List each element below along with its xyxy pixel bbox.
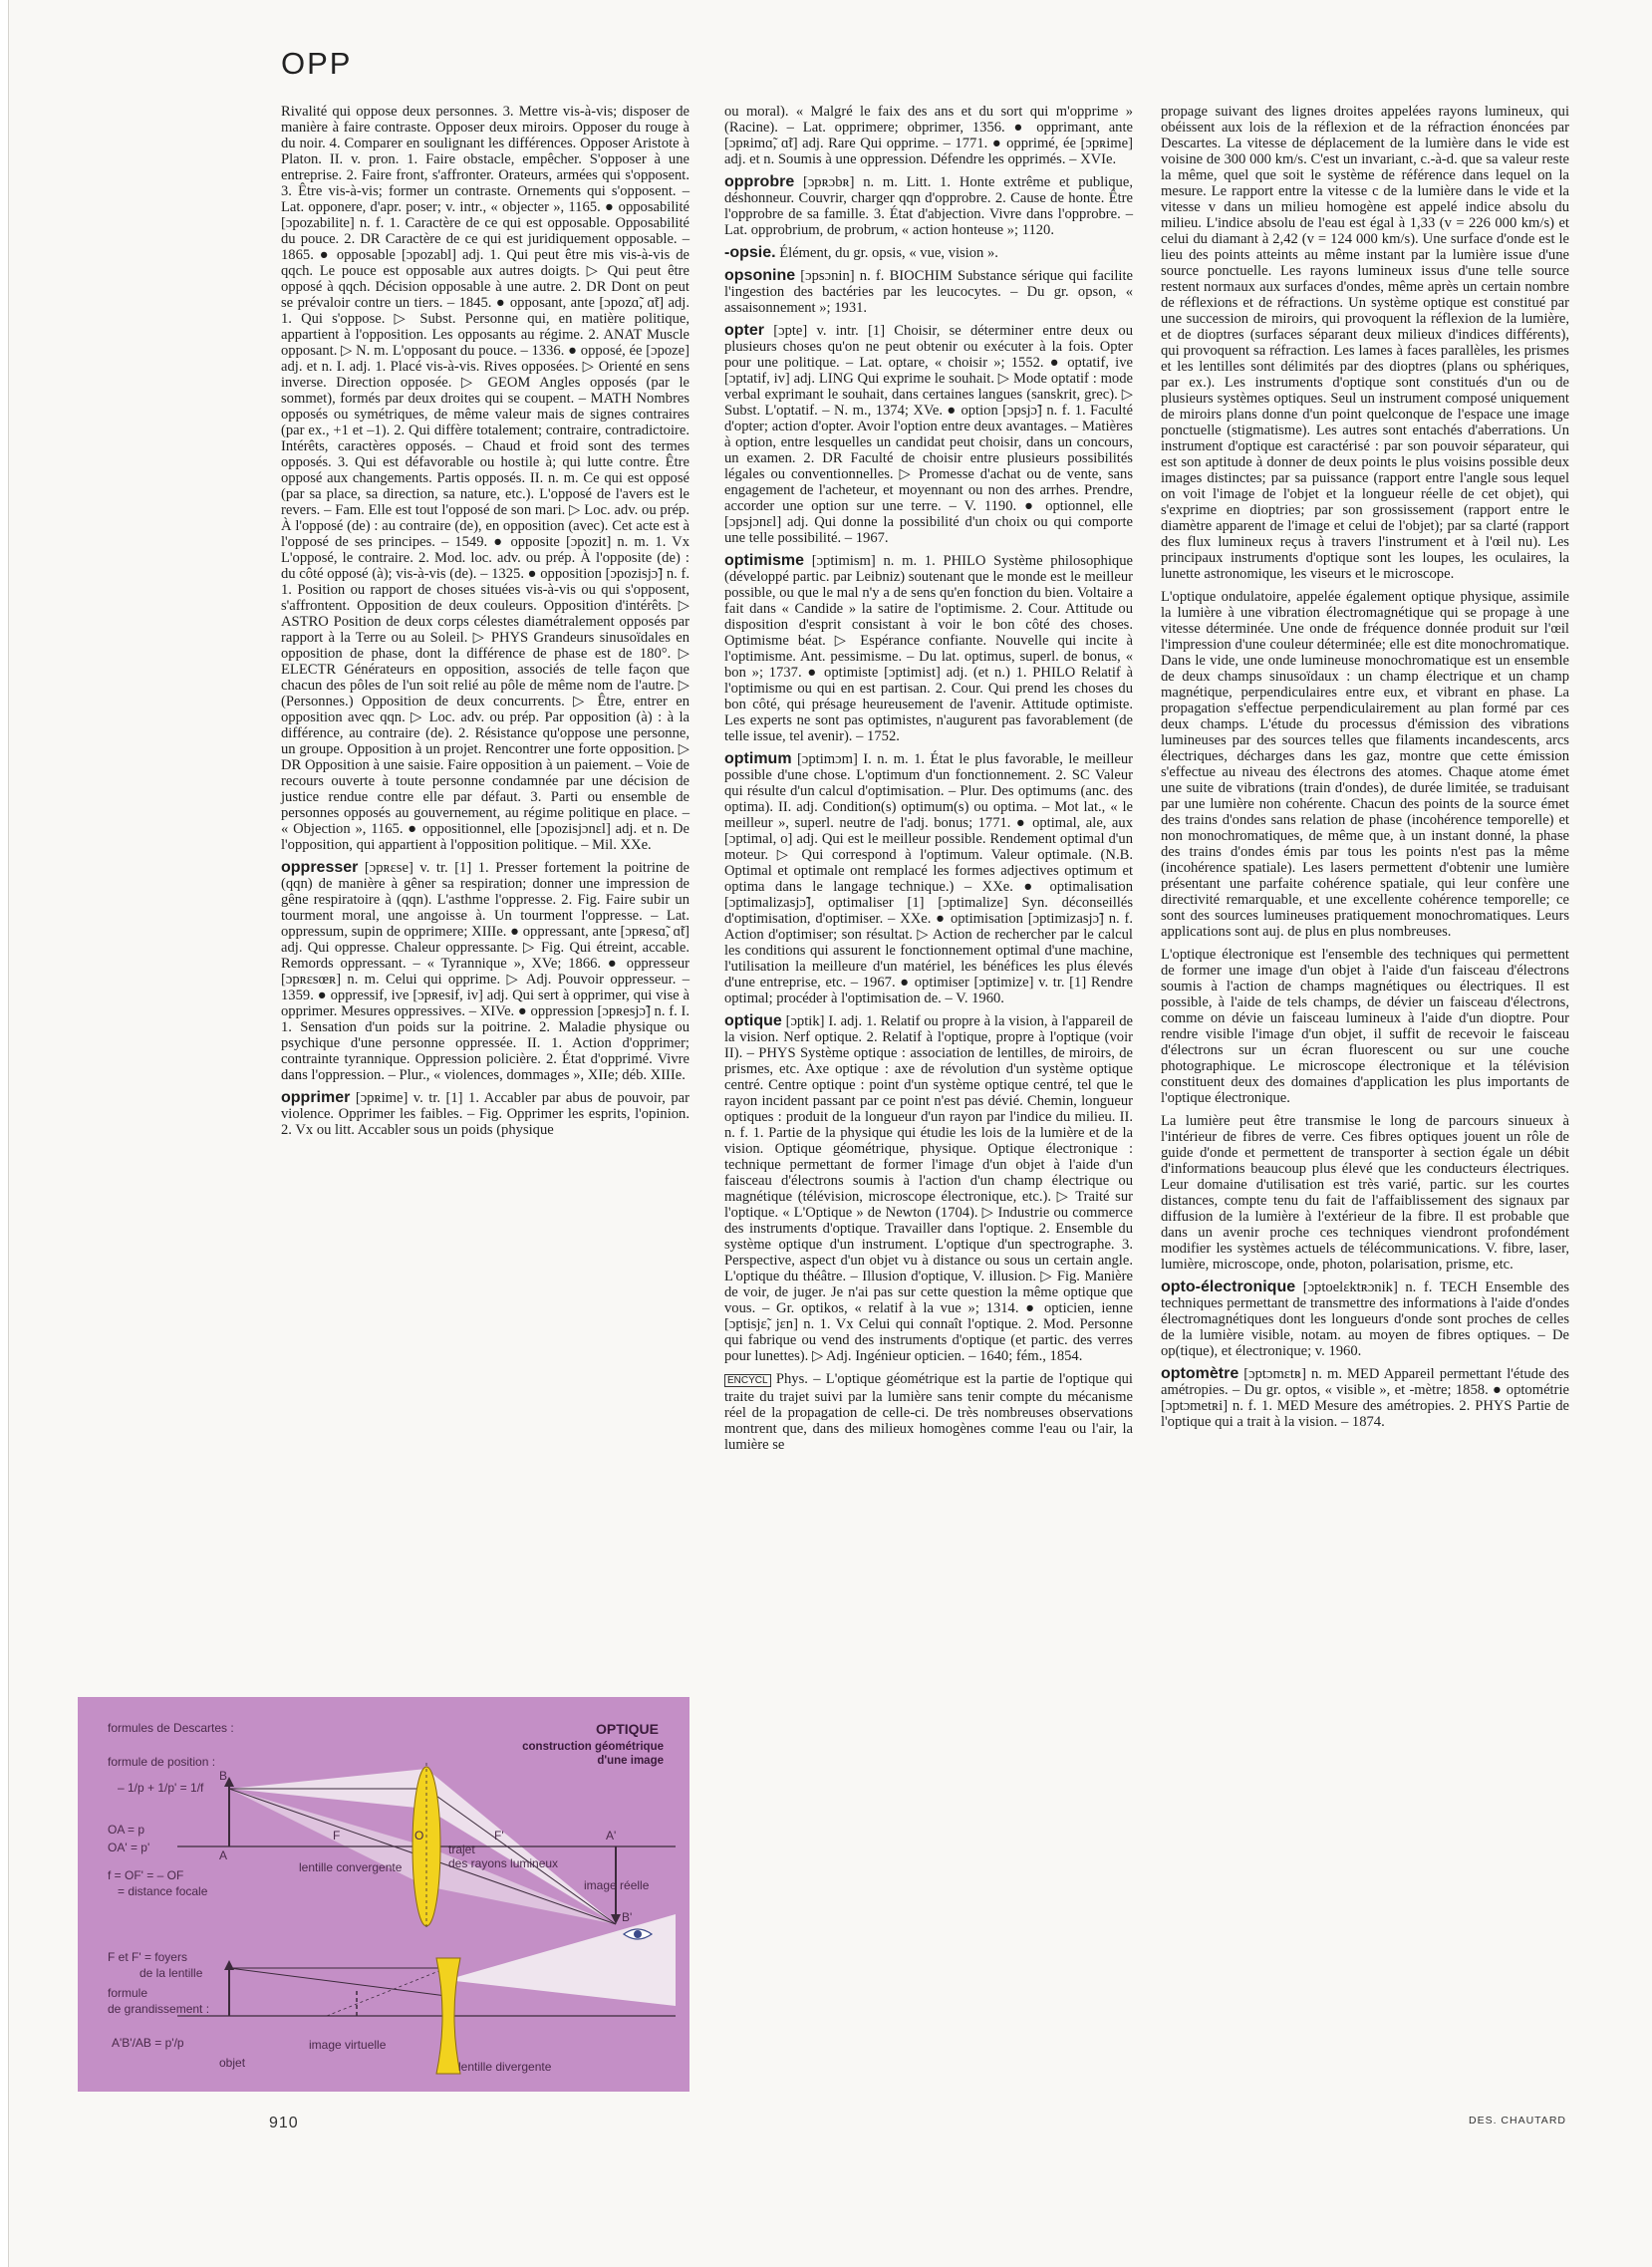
entry-opprimer (281, 1090, 689, 1138)
headword: opto-électronique (1161, 1278, 1296, 1295)
entry-opsie (724, 245, 1133, 261)
entry-body: [ɔptik] I. adj. 1. Relatif ou propre à la vision, à l'appareil de la vision. Nerf optique. 2. Relatif à l'optique, propre à l'optique (voir II). – PHYS Système optique : association de lentilles, de miroirs, de prismes, etc. Axe optique : axe de révolution d'un système optique centré. Centre optique : point d'un système optique centré, tel que le rayon incident passant par ce point n'est pas dévié. Chemin, longueur optiques : produit de la longueur d'un rayon par l'indice du milieu. II. n. f. 1. Partie de la physique qui étudie les lois de la lumière et de la vision. Optique géométrique, physique. Optique électronique : technique permettant de former l'image d'un objet à l'aide d'un faisceau d'électrons soumis à l'action d'un champ électrique ou magnétique (télévision, microscope électronique, etc.). ▷ Traité sur l'optique. « L'Optique » de Newton (1704). ▷ Industrie ou commerce des instruments d'optique. Travailler dans l'optique. 2. Ensemble du système optique d'un instrument. L'optique d'un spectrographe. 3. Perspective, aspect d'un objet vu à distance ou sous un certain angle. L'optique du théâtre. – Illusion d'optique, V. illusion. ▷ Fig. Manière de voir, de juger. Je n'ai pas sur cette question la même optique que vous. – Gr. optikos, « relatif à la vue »; 1314. ● opticien, ienne [ɔptisjɛ̃, jɛn] n. 1. Vx Celui qui connaît l'optique. 2. Mod. Personne qui fabrique ou vend des instruments d'optique (et partic. des verres pour lunettes). ▷ Adj. Ingénieur opticien. – 1640; fém., 1854. (724, 1013, 1133, 1364)
column-2 (724, 104, 1133, 2087)
entry-text: L'optique ondulatoire, appelée également optique physique, assimile la lumière à une vibration électromagnétique qui se propage à une vitesse déterminée. Une onde de fréquence donnée produit sur l'œil l'impression d'une couleur déterminée; elle est dite monochromatique. Dans le vide, une onde lumineuse monochromatique est un ensemble de deux champs sinusoïdaux : un champ électrique et un champ magnétique, perpendiculaires entre eux, et vibrant en phase. La propagation s'effectue perpendiculairement au plan formé par ces deux champs. L'étude du processus d'émission des vibrations lumineuses par des sources telles que filaments incandescents, arcs électriques, décharges dans les gaz, montre que cette émission s'effectue au niveau des électrons des atomes. Chaque atome émet une suite de vibrations (train d'ondes), de durée limitée, se traduisant par une lumière non cohérente. Chacun des points de la source émet des trains d'ondes sans relation de phase (incohérence temporelle) et non monochromatiques, de même que, à un instant donné, la phase des trains d'ondes émis par tous les points n'est pas la même (incohérence spatiale). Les lasers permettent d'obtenir une lumière présentant une parfaite cohérence spatiale, qui leur confère une directivité remarquable, et une excellente cohérence temporelle; ce sont des sources lumineuses pratiquement monochromatiques. Leurs applications sont auj. de plus en plus nombreuses. (1161, 589, 1569, 940)
entry-opter (724, 323, 1133, 546)
position-label: formule de position : (108, 1755, 216, 1769)
ray-path-label: des rayons lumineux (448, 1856, 559, 1870)
light-beam (446, 1914, 676, 2006)
entry-oppresser (281, 860, 689, 1083)
entry-body: [ɔptimism] n. m. 1. PHILO Système philosophique (développé partic. par Leibniz) soutenant que le monde est le meilleur possible, ou que le mal n'y a de sens qu'en fonction du bien. Voltaire a fait dans « Candide » la satire de l'optimisme. 2. Cour. Attitude ou disposition d'esprit consistant à voir le bon côté des choses. Optimisme béat. ▷ Espérance confiante. Nouvelle qui incite à l'optimisme. Ant. pessimisme. – Du lat. optimus, superl. de bonus, « bon »; 1737. ● optimiste [ɔptimist] adj. (et n.) 1. PHILO Relatif à l'optimisme ou qui en est partisan. 2. Cour. Qui prend les choses du bon côté, qui présage heureusement de l'avenir. Attitude optimiste. Les experts ne sont pas optimistes, n'augurent pas favorablement (de telle issue, tel avenir). – 1752. (724, 553, 1133, 744)
point-label: F (333, 1829, 341, 1842)
point-label: A' (606, 1829, 617, 1842)
entry-text: L'optique électronique est l'ensemble des techniques qui permettent de former une image d'un objet à l'aide d'un faisceau d'électrons soumis à l'action de champs magnétiques ou électriques. Il est possible, à l'aide de tels champs, de dévier un faisceau d'électrons, comme on dévie un faisceau lumineux à l'aide d'un dioptre. Pour rendre visible l'image d'un objet, il suffit de recevoir le faisceau d'électrons sur un écran fluorescent ou sur une couche photographique. Le microscope électronique et la télévision constituent deux des domaines d'application les plus importants de l'optique électronique. (1161, 947, 1569, 1106)
entry-encyclopedic (724, 1371, 1133, 1453)
oa-label: OA = p (108, 1823, 145, 1837)
formulas-title: formules de Descartes : (108, 1721, 234, 1735)
page-number: 910 (269, 2115, 299, 2131)
encyclopedic-tag: ENCYCL (724, 1374, 771, 1387)
entry-opto-electronique (1161, 1279, 1569, 1359)
headword: opsonine (724, 267, 796, 284)
entry-optometre (1161, 1366, 1569, 1430)
entry-optique (724, 1013, 1133, 1364)
entry-text: propage suivant des lignes droites appelées rayons lumineux, qui obéissent aux lois de la réflexion et de la réfraction énoncées par Descartes. La vitesse de déplacement de la lumière dans le vide est voisine de 300 000 km/s. C'est un invariant, c.-à-d. que sa valeur reste la même, quel que soit le système de référence dans lequel on la mesure. Le rapport entre la vitesse c de la lumière dans le vide et la vitesse v dans un milieu homogène est appelé indice absolu du milieu. L'indice absolu de l'eau est égal à 1,33 (v = 226 000 km/s) et celui du diamant à 2,42 (v = 124 000 km/s). Une surface d'onde est le lieu des points atteints au même instant par la lumière issue d'une source ponctuelle. Les rayons lumineux issus d'une telle source restent normaux aux surfaces d'ondes, même après un certain nombre de réflexions et de réfractions. Un système optique est constitué par une succession de miroirs, qui provoquent la réflexion de la lumière, et de dioptres (surfaces séparant deux milieux d'indices différents), qui provoquent sa réfraction. Les lames à faces parallèles, les prismes et les lentilles sont délimités par des dioptres (plans ou sphériques, par ex.). Les instruments d'optique sont constitués d'un ou de plusieurs systèmes optiques. Seul un instrument composé uniquement de miroirs plans donne d'un point quelconque de l'espace une image ponctuelle (stigmatisme). Les autres sont entachés d'aberrations. Un instrument d'optique est caractérisé : par son pouvoir séparateur, qui est son aptitude à donner de deux points le plus voisins possible deux images distinctes; par sa puissance (rapport entre l'angle sous lequel on voit l'image de l'objet et la longueur réelle de cet objet), qui s'exprime en dioptries; par son grossissement (rapport entre le diamètre apparent de l'image et celui de l'objet); par sa clarté (rapport des flux lumineux reçus à travers l'instrument et à l'œil nu). Les principaux instruments d'optique sont les loupes, les oculaires, la lunette astronomique, les viseurs et le microscope. (1161, 104, 1569, 582)
point-label: B' (622, 1910, 633, 1924)
focal-label: = distance focale (118, 1884, 208, 1898)
focal-formula: f = OF' = – OF (108, 1868, 184, 1882)
entry-body: [ɔptɔmɛtʀ] n. m. MED Appareil permettant l'étude des amétropies. – Du gr. optos, « visible », et -mètre; 1858. ● optométrie [ɔptɔmetʀi] n. f. 1. MED Mesure des amétropies. 2. PHYS Partie de l'optique qui a trait à la vision. – 1874. (1161, 1366, 1569, 1430)
lens-label: lentille divergente (458, 2060, 552, 2074)
foyers-label: F et F' = foyers (108, 1950, 187, 1964)
entry-body: [ɔpʀɛse] v. tr. [1] 1. Presser fortement la poitrine de (qqn) de manière à gêner sa respiration; donner une impression de gêne respiratoire à (qqn). L'asthme l'oppresse. 2. Fig. Faire subir un tourment moral, une angoisse à. Un tourment l'oppresse. – Lat. oppressum, supin de opprimere; XIIIe. ● oppressant, ante [ɔpʀesɑ̃, ɑ̃t] adj. Qui oppresse. Chaleur oppressante. ▷ Fig. Qui étreint, accable. Remords oppressant. – « Tyrannique », XVe; 1866. ● oppresseur [ɔpʀɛsœʀ] n. m. Celui qui opprime. ▷ Adj. Pouvoir oppresseur. – 1359. ● oppressif, ive [ɔpʀesif, iv] adj. Qui sert à opprimer, qui vise à opprimer. Mesures oppressives. – XIVe. ● oppression [ɔpʀesjɔ̃] n. f. I. 1. Sensation d'un poids sur la poitrine. 2. Maladie physique ou psychique d'une personne oppressée. II. 1. Action d'opprimer; contrainte tyrannique. Oppression policière. 2. État d'opprimé. Vivre dans l'oppression. – Plur., « violences, dommages », XIIe; déb. XIIIe. (281, 860, 689, 1083)
point-label: F' (494, 1829, 504, 1842)
entry-text: ou moral). « Malgré le faix des ans et du sort qui m'opprime » (Racine). – Lat. opprimere; obprimer, 1356. ● opprimant, ante [ɔpʀimɑ̃, ɑ̃t] adj. Rare Qui opprime. – 1771. ● opprimé, ée [ɔpʀime] adj. et n. Soumis à une oppression. Défendre les opprimés. – XVIe. (724, 104, 1133, 167)
headword: optomètre (1161, 1365, 1239, 1382)
figure-title: OPTIQUE (596, 1721, 660, 1737)
column-3 (1161, 104, 1569, 2087)
object-label: objet (219, 2056, 246, 2070)
grandissement-label: de grandissement : (108, 2002, 210, 2016)
point-label: A (219, 1848, 228, 1862)
headword: opprimer (281, 1089, 351, 1106)
headword: -opsie. (724, 244, 776, 261)
entry-body: [ɔpʀime] v. tr. [1] 1. Accabler par abus de pouvoir, par violence. Opprimer les faibles. – Fig. Opprimer les esprits, l'opinion. 2. Vx ou litt. Accabler sous un poids (physique (281, 1090, 689, 1138)
headword: opter (724, 322, 764, 339)
entry-body: [ɔptimɔm] I. n. m. 1. État le plus favorable, le meilleur possible d'une chose. L'optimum d'un fonctionnement. 2. SC Valeur qui résulte d'un calcul d'optimisation. – Plur. Des optimums (anc. des optima). II. adj. Condition(s) optimum(s) ou optima. – Mot lat., « le meilleur », superl. neutre de l'adj. bonus; 1771. ● optimal, ale, aux [ɔptimal, o] adj. Qui est le meilleur possible. Rendement optimal d'un moteur. ▷ Qui correspond à l'optimum. Valeur optimale. (N.B. Optimal et optimale ont remplacé les formes adjectives optimum et optima dans le langage technique.) – XXe. ● optimalisation [ɔptimalizasjɔ̃], optimaliser [1] [ɔptimalize] Syn. déconseillés d'optimisation, d'optimiser. – XXe. ● optimisation [ɔptimizasjɔ̃] n. f. Action d'optimiser; son résultat. ▷ Action de rechercher par le calcul les conditions qui assurent le fonctionnement optimal d'une machine, l'utilisation la meilleure d'un matériel, les bénéfices les plus élevés d'une entreprise, etc. – 1967. ● optimiser [ɔptimize] v. tr. [1] Rendre optimal; procéder à l'optimisation de. – V. 1960. (724, 751, 1134, 1006)
entry-text: Rivalité qui oppose deux personnes. 3. Mettre vis-à-vis; disposer de manière à faire contraste. Opposer deux miroirs. Opposer du rouge à du noir. 4. Comparer en soulignant les différences. Opposer Aristote à Platon. II. v. pron. 1. Faire obstacle, empêcher. S'opposer à une entreprise. 2. Faire front, s'affronter. Orateurs, armées qui s'opposent. 3. Être vis-à-vis; former un contraste. Ornements qui s'opposent. – Lat. opponere, d'apr. poser; v. intr., « objecter », 1165. ● opposabilité [ɔpozabilite] n. f. 1. Caractère de ce qui est opposable. Opposabilité du pouce. 2. DR Caractère de ce qui est juridiquement opposable. – 1865. ● opposable [ɔpozabl] adj. 1. Qui peut être mis vis-à-vis de qqch. Le pouce est opposable aux autres doigts. ▷ Qui peut être opposé à qqch. Décision opposable à une autre. 2. DR Dont on peut se prévaloir contre un tiers. – 1845. ● opposant, ante [ɔpozɑ̃, ɑ̃t] adj. 1. Qui s'oppose. ▷ Subst. Personne qui, en matière politique, appartient à l'opposition. Les opposants au régime. 2. ANAT Muscle opposant. ▷ N. m. L'opposant du pouce. – 1336. ● opposé, ée [ɔpoze] adj. et n. I. adj. 1. Placé vis-à-vis. Rives opposées. ▷ Orienté en sens inverse. Direction opposée. ▷ GEOM Angles opposés (par le sommet), formés par deux droites qui se coupent. – MATH Nombres opposés ou symétriques, de même valeur mais de signes contraires (par ex., +1 et –1). 2. Qui diffère totalement; contraire, contradictoire. Intérêts, caractères opposés. – Chaud et froid sont des termes opposés. 3. Qui est défavorable ou hostile à; qui lutte contre. Être opposé aux changements. Partis opposés. II. n. m. Ce qui est opposé (par sa place, sa direction, sa nature, etc.). L'opposé de l'avers est le revers. – Fam. Elle est tout l'opposé de son mari. ▷ Loc. adv. ou prép. À l'opposé (de) : au contraire (de), en opposition (avec). Cet acte est à l'opposé de ses principes. – 1549. ● opposite [ɔpozit] n. m. 1. Vx L'opposé, le contraire. 2. Mod. loc. adv. ou prép. À l'opposite (de) : du côté opposé (à); vis-à-vis (de). – 1325. ● opposition [ɔpozisjɔ̃] n. f. 1. Position ou rapport de choses situées vis-à-vis ou qui s'opposent, s'affrontent. Opposition de deux couleurs. Opposition d'intérêts. ▷ ASTRO Position de deux corps célestes diamétralement opposés par rapport à la Terre ou au Soleil. ▷ PHYS Grandeurs sinusoïdales en opposition de phase, dont la différence de phase est de 180°. ▷ ELECTR Générateurs en opposition, associés de telle façon que chacun des pôles de l'un soit relié au pôle de même nom de l'autre. ▷ (Personnes.) Opposition de deux concurrents. ▷ Être, entrer en opposition avec qqn. ▷ Loc. adv. ou prép. Par opposition (à) : à la différence, au contraire (de). 2. Résistance qu'oppose une personne, un groupe. Opposition à un projet. Rencontrer une forte opposition. ▷ DR Opposition à une saisie. Faire opposition à un paiement. – Voie de recours ouverte à toute personne condamnée par une décision de justice rendue contre elle par défaut. 3. Parti ou ensemble de personnes opposés au gouvernement, au régime politique en place. – « Objection », 1165. ● oppositionnel, elle [ɔpozisjɔnɛl] adj. et n. De l'opposition, qui appartient à l'opposition politique. – Mil. XXe. (281, 104, 689, 853)
optics-figure (78, 1697, 689, 2092)
ray-path-label: trajet (448, 1842, 475, 1856)
column-1 (281, 104, 689, 1598)
foyers-label: de la lentille (139, 1966, 203, 1980)
illustration-credit: DES. CHAUTARD (1469, 2115, 1566, 2126)
real-image-label: image réelle (584, 1878, 650, 1892)
headword: optimisme (724, 552, 805, 569)
point-label: O (414, 1829, 424, 1842)
grandissement-formula: A'B'/AB = p'/p (112, 2036, 184, 2050)
figure-subtitle: d'une image (597, 1755, 664, 1767)
eye-pupil (634, 1930, 642, 1938)
figure-subtitle: construction géométrique (522, 1741, 664, 1753)
ray-extension (327, 1968, 446, 2016)
entry-optimisme (724, 553, 1133, 744)
entry-text: La lumière peut être transmise le long de parcours sinueux à l'intérieur de fibres de verre. Ces fibres optiques jouent un rôle de guide d'onde et permettent de transporter à section égale un débit d'informations beaucoup plus élevé que les conducteurs électriques. Leur domaine d'utilisation est très varié, partic. sur les courtes distances, compte tenu du fait de l'affaiblissement des signaux par diffusion de la lumière à l'extérieur de la fibre. Il est probable que dans un avenir proche ces techniques viendront profondément modifier les systèmes actuels de télécommunications. V. fibre, laser, lumière, microscope, onde, photon, polarisation, prisme, etc. (1161, 1113, 1569, 1273)
entry-optimum (724, 751, 1133, 1006)
headword: oppresser (281, 859, 359, 876)
headword: optique (724, 1012, 782, 1029)
entry-body: Phys. – L'optique géométrique est la partie de l'optique qui traite du trajet suivi par la lumière sans tenir compte du mécanisme réel de la propagation de celle-ci. De très nombreuses observations montrent que, dans des milieux homogènes comme l'eau ou l'air, la lumière se (724, 1371, 1133, 1453)
headword: optimum (724, 750, 792, 767)
entry-body: Élément, du gr. opsis, « vue, vision ». (779, 245, 998, 261)
entry-body: [ɔptoelɛktʀɔnik] n. f. TECH Ensemble des techniques permettant de transmettre des informations à l'aide d'ondes électromagnétiques dont les longueurs d'onde sont proches de celles de la lumière visible, notam. au moyen de fibres optiques. – De op(tique), et électronique; v. 1960. (1161, 1279, 1570, 1359)
virtual-image-label: image virtuelle (309, 2038, 387, 2052)
running-head: OPP (281, 46, 353, 81)
entry-opprobre (724, 174, 1133, 238)
lens-label: lentille convergente (299, 1860, 403, 1874)
oap-label: OA' = p' (108, 1841, 150, 1854)
position-formula: – 1/p + 1/p' = 1/f (118, 1781, 204, 1795)
entry-body: [ɔpʀɔbʀ] n. m. Litt. 1. Honte extrême et publique, déshonneur. Couvrir, charger qqn d'opprobre. 2. Cause de honte. Être l'opprobre de sa famille. 3. État d'abjection. Vivre dans l'opprobre. – Lat. opprobrium, de probrum, « action honteuse »; 1120. (724, 174, 1133, 238)
entry-body: [ɔpte] v. intr. [1] Choisir, se déterminer entre deux ou plusieurs choses qu'on ne peut obtenir ou exécuter à la fois. Opter pour une politique. – Lat. optare, « choisir »; 1552. ● optatif, ive [ɔptatif, iv] adj. LING Qui exprime le souhait. ▷ Mode optatif : mode verbal exprimant le souhait, dans certaines langues (sanskrit, grec). ▷ Subst. L'optatif. – N. m., 1374; XVe. ● option [ɔpsjɔ̃] n. f. 1. Faculté d'opter; action d'opter. Avoir l'option entre deux avantages. – Matières à option, entre lesquelles un candidat peut choisir, dans un concours, un examen. 2. DR Faculté de choisir entre plusieurs possibilités légales ou conventionnelles. ▷ Promesse d'achat ou de vente, sans engagement de l'acheteur, et moyennant ou non des arrhes. Prendre, accorder une option sur une terre. – V. 1190. ● optionnel, elle [ɔpsjɔnɛl] adj. Qui donne la possibilité d'un choix ou qui comporte une telle possibilité. – 1967. (724, 323, 1133, 546)
grandissement-label: formule (108, 1986, 148, 2000)
entry-opsonine (724, 268, 1133, 316)
ray-line (229, 1968, 446, 1996)
entry-body: [ɔpsɔnin] n. f. BIOCHIM Substance sérique qui facilite l'ingestion des bactéries par les leucocytes. – Du gr. opson, « assaisonnement »; 1931. (724, 268, 1133, 316)
headword: opprobre (724, 173, 795, 190)
point-label: B (219, 1769, 228, 1783)
